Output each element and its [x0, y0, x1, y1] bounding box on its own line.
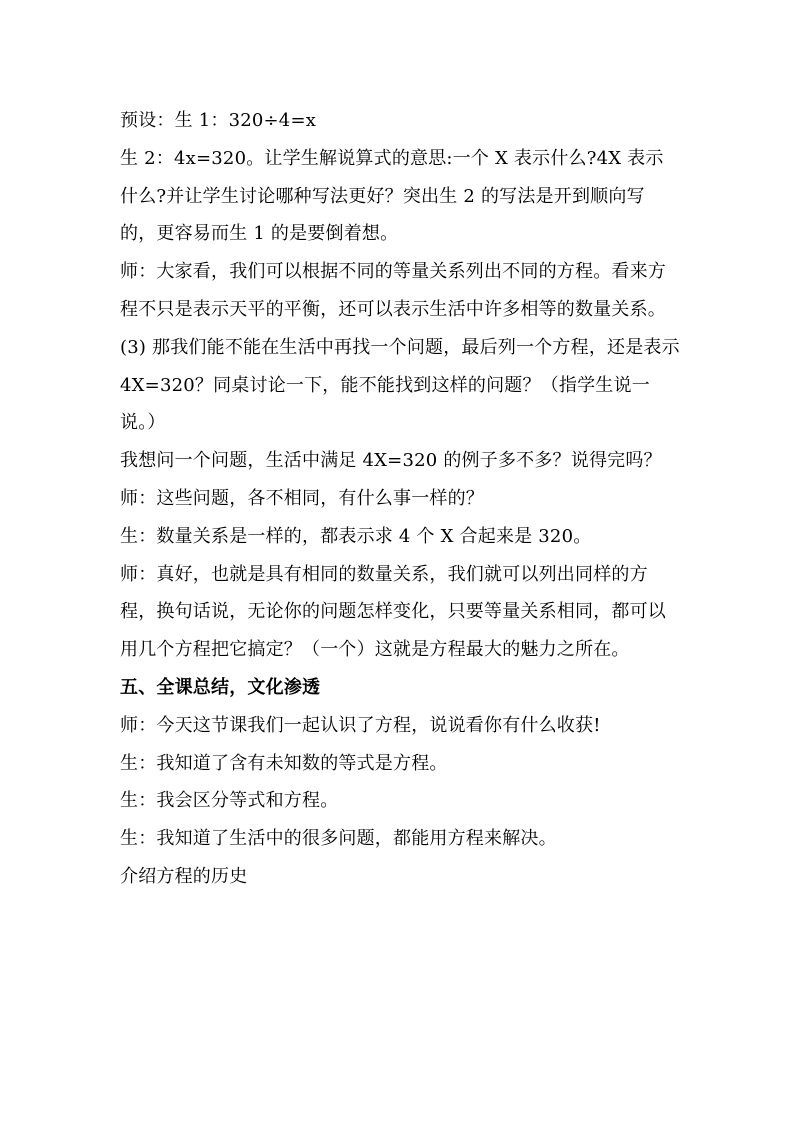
paragraph-teacher-equations: 师：大家看，我们可以根据不同的等量关系列出不同的方程。看来方程不只是表示天平的平衡，还可以表示生活中许多相等的数量关系。 — [120, 261, 666, 320]
paragraph-step-3: (3) 那我们能不能在生活中再找一个问题，最后列一个方程，还是表示 4X=320？同桌讨论一下，能不能找到这样的问题？（指学生说一说。） — [120, 336, 680, 434]
paragraph-question: 我想问一个问题，生活中满足 4X=320 的例子多不多？说得完吗？ — [120, 450, 662, 472]
paragraph-student-gain-1: 生：我知道了含有未知数的等式是方程。 — [120, 752, 448, 774]
paragraph-teacher-summary: 师：真好，也就是具有相同的数量关系，我们就可以列出同样的方程，换句话说，无论你的问题怎样变化，只要等量关系相同，都可以用几个方程把它搞定？（一个）这就是方程最大的魅力之所在。 — [120, 563, 666, 661]
paragraph-student-answer: 生：数量关系是一样的，都表示求 4 个 X 合起来是 320。 — [120, 525, 592, 547]
paragraph-student-2: 生 2：4x=320。让学生解说算式的意思:一个 X 表示什么?4X 表示什么?并让学生讨论哪种写法更好？突出生 2 的写法是开到顺向写的，更容易而生 1 的是要倒着想。 — [120, 147, 664, 245]
paragraph-history: 介绍方程的历史 — [120, 865, 248, 887]
paragraph-student-gain-2: 生：我会区分等式和方程。 — [120, 790, 339, 812]
paragraph-preset: 预设：生 1：320÷4=x — [120, 110, 317, 131]
section-heading: 五、全课总结，文化渗透 — [120, 676, 321, 698]
paragraph-teacher-closing: 师：今天这节课我们一起认识了方程，说说看你有什么收获! — [120, 714, 601, 736]
document-body — [120, 102, 680, 896]
paragraph-student-gain-3: 生：我知道了生活中的很多问题，都能用方程来解决。 — [120, 828, 557, 850]
paragraph-teacher-question: 师：这些问题，各不相同，有什么事一样的？ — [120, 487, 484, 509]
